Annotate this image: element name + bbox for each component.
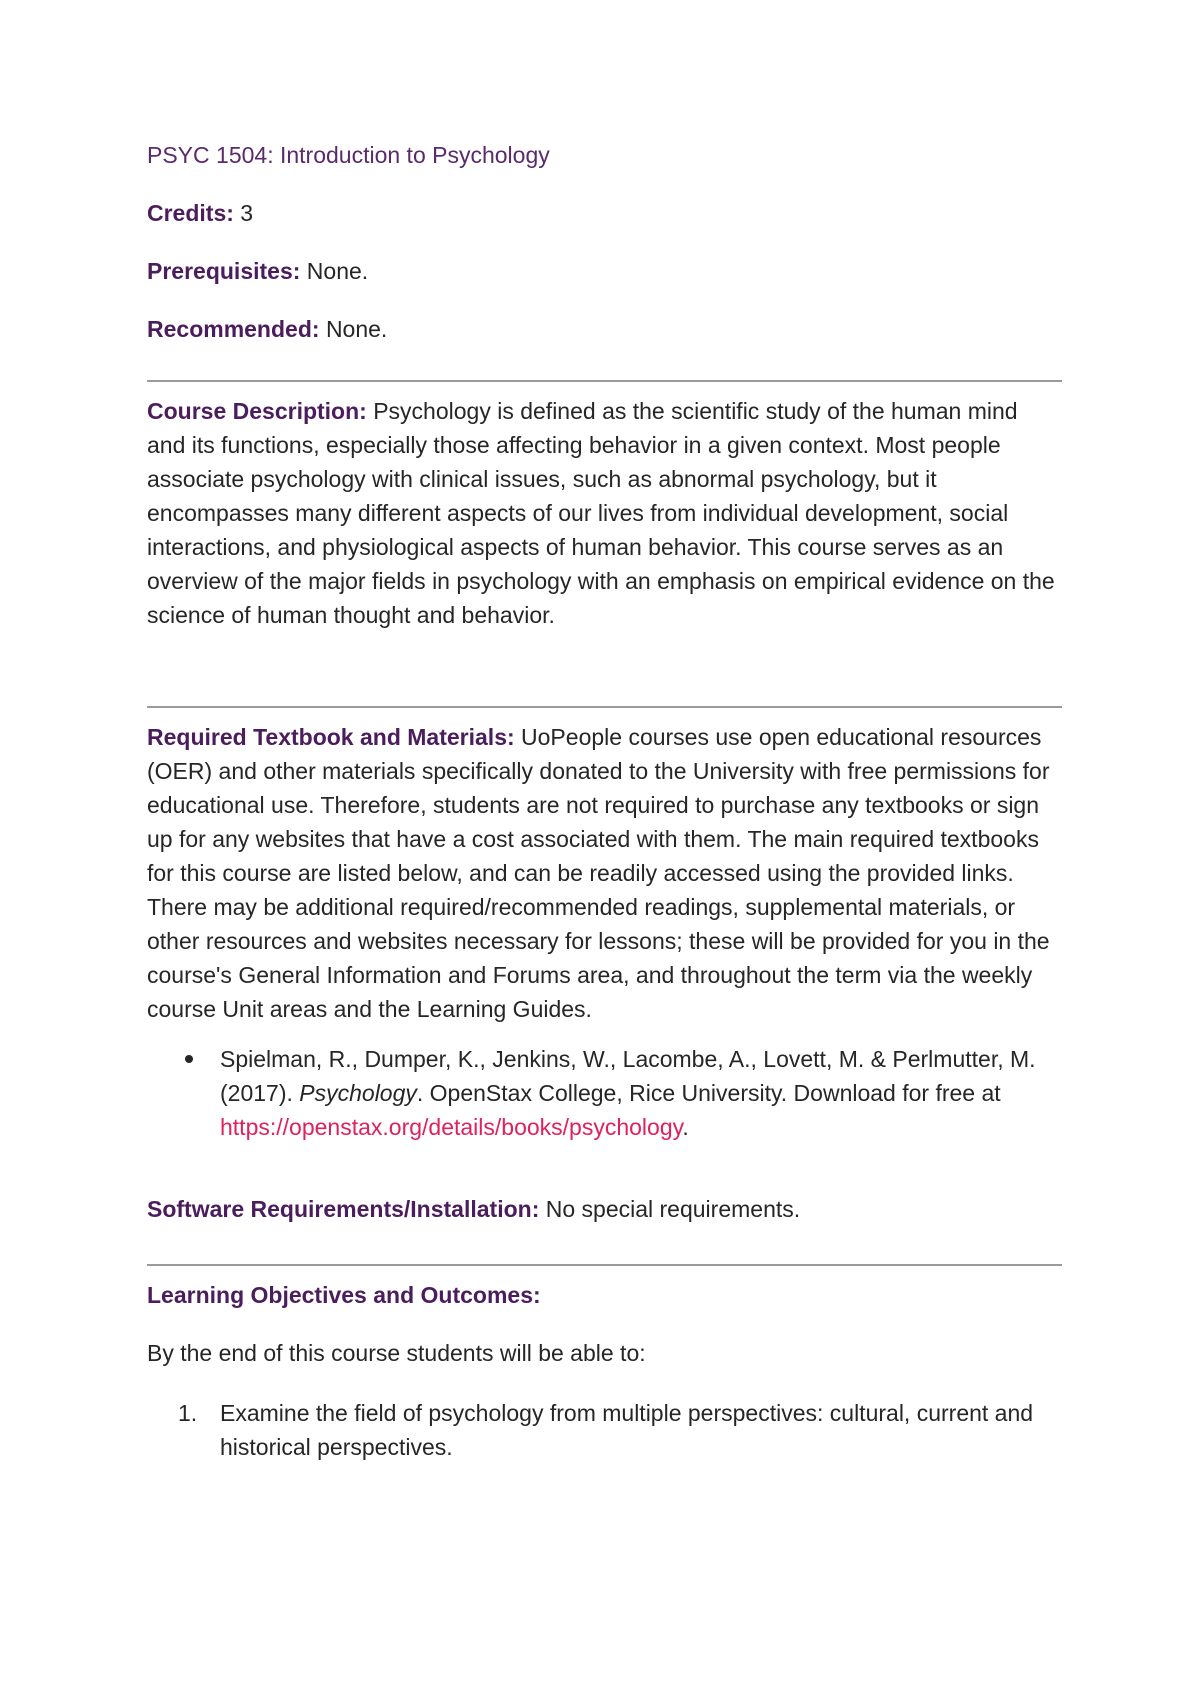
objective-item (147, 1396, 1062, 1464)
reference-publisher: . OpenStax College, Rice University. Download for free at (416, 1080, 1001, 1106)
required-materials (147, 720, 1062, 1026)
objectives-intro: By the end of this course students will be able to: (147, 1340, 646, 1366)
section-divider (147, 706, 1062, 708)
credits-value: 3 (240, 200, 254, 226)
learning-objectives-heading (147, 1280, 1062, 1310)
required-materials-text: UoPeople courses use open educational resources (OER) and other materials specifically donated to the University with free permissions for educational use. Therefore, students are not required to purchase any textbooks or sign up for any websites that have a cost associated with them. The main required textbooks for this course are listed below, and can be readily accessed using the provided links. There may be additional required/recommended readings, supplemental materials, or other resources and websites necessary for lessons; these will be provided for you in the course's General Information and Forums area, and throughout the term via the weekly course Unit areas and the Learning Guides. (147, 724, 1050, 1022)
textbook-list (147, 1042, 1062, 1144)
prerequisites-field (147, 256, 1062, 286)
software-requirements-label: Software Requirements/Installation: (147, 1196, 540, 1222)
recommended-label: Recommended: (147, 316, 320, 342)
reference-title: Psychology (299, 1080, 417, 1106)
software-requirements-value: No special requirements. (545, 1196, 801, 1222)
objectives-list (147, 1396, 1062, 1464)
objective-text: Examine the field of psychology from multiple perspectives: cultural, current and historical perspectives. (220, 1400, 1034, 1460)
bullet-icon (185, 1055, 193, 1063)
section-divider (147, 380, 1062, 382)
credits-field (147, 198, 1062, 228)
recommended-field (147, 314, 1062, 344)
course-description-text: Psychology is defined as the scientific study of the human mind and its functions, especially those affecting behavior in a given context. Most people associate psychology with clinical issues, such as abnormal psychology, but it encompasses many different aspects of our lives from individual development, social interactions, and physiological aspects of human behavior. This course serves as an overview of the major fields in psychology with an emphasis on empirical evidence on the science of human thought and behavior. (147, 398, 1055, 628)
section-divider (147, 1264, 1062, 1266)
syllabus-content (147, 140, 1062, 1464)
course-description (147, 394, 1062, 632)
software-requirements (147, 1194, 1062, 1224)
textbook-link[interactable]: https://openstax.org/details/books/psychology (220, 1114, 683, 1140)
required-materials-label: Required Textbook and Materials: (147, 724, 515, 750)
textbook-reference (147, 1042, 1062, 1144)
course-title: PSYC 1504: Introduction to Psychology (147, 142, 550, 168)
reference-authors: Spielman, R., Dumper, K., Jenkins, W., Lacombe, A., Lovett, M. & Perlmutter, M. (2017). (220, 1046, 1036, 1106)
course-description-label: Course Description: (147, 398, 367, 424)
reference-end: . (682, 1114, 689, 1140)
learning-objectives-label: Learning Objectives and Outcomes: (147, 1282, 541, 1308)
prerequisites-label: Prerequisites: (147, 258, 301, 284)
recommended-value: None. (325, 316, 388, 342)
objective-number: 1. (178, 1400, 198, 1426)
credits-label: Credits: (147, 200, 234, 226)
prerequisites-value: None. (306, 258, 369, 284)
